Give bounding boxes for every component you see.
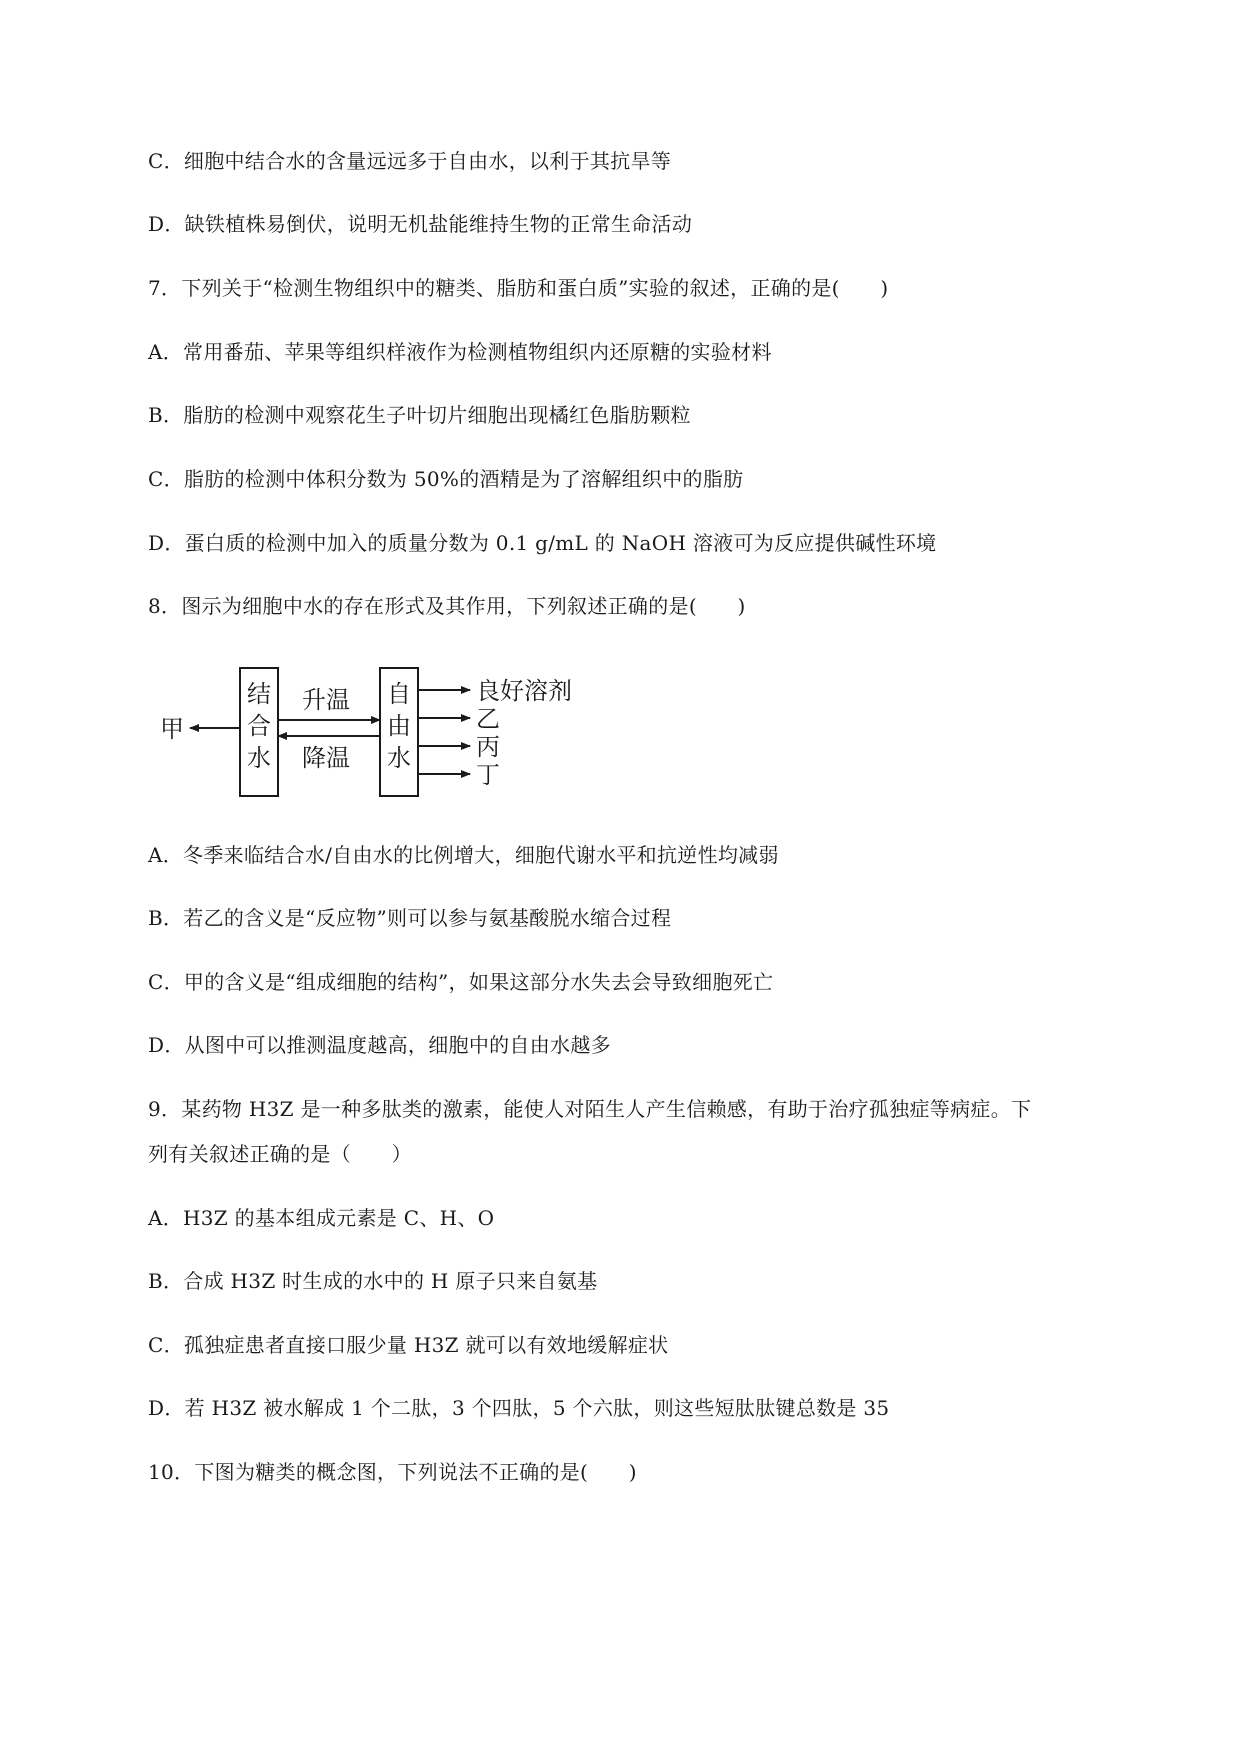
output-solvent: 良好溶剂 <box>476 677 572 705</box>
q9-option-c: C．孤独症患者直接口服少量 H3Z 就可以有效地缓解症状 <box>148 1333 669 1357</box>
output-ding: 丁 <box>476 761 500 789</box>
box1-char-1: 结 <box>247 680 271 708</box>
q7-option-d: D．蛋白质的检测中加入的质量分数为 0.1 g/mL 的 NaOH 溶液可为反应提供碱性环境 <box>148 531 937 555</box>
label-heat: 升温 <box>302 686 350 714</box>
q7-stem: 7．下列关于“检测生物组织中的糖类、脂肪和蛋白质”实验的叙述，正确的是( ) <box>148 276 889 300</box>
box2-char-3: 水 <box>387 744 411 772</box>
q7-option-c: C．脂肪的检测中体积分数为 50%的酒精是为了溶解组织中的脂肪 <box>148 467 744 491</box>
q7-option-b: B．脂肪的检测中观察花生子叶切片细胞出现橘红色脂肪颗粒 <box>148 403 691 427</box>
q9-option-b: B．合成 H3Z 时生成的水中的 H 原子只来自氨基 <box>148 1269 598 1293</box>
q6-option-d: D．缺铁植株易倒伏，说明无机盐能维持生物的正常生命活动 <box>148 212 693 236</box>
q9-option-a: A．H3Z 的基本组成元素是 C、H、O <box>148 1206 495 1230</box>
q7-option-a: A．常用番茄、苹果等组织样液作为检测植物组织内还原糖的实验材料 <box>148 340 772 364</box>
q8-option-b: B．若乙的含义是“反应物”则可以参与氨基酸脱水缩合过程 <box>148 906 672 930</box>
water-forms-diagram <box>150 660 610 810</box>
q8-option-d: D．从图中可以推测温度越高，细胞中的自由水越多 <box>148 1033 611 1057</box>
q10-stem: 10．下图为糖类的概念图，下列说法不正确的是( ) <box>148 1460 637 1484</box>
q9-option-d: D．若 H3Z 被水解成 1 个二肽，3 个四肽，5 个六肽，则这些短肽肽键总数是 35 <box>148 1396 890 1420</box>
q8-option-a: A．冬季来临结合水/自由水的比例增大，细胞代谢水平和抗逆性均减弱 <box>148 843 779 867</box>
output-yi: 乙 <box>476 705 500 733</box>
q6-option-c: C．细胞中结合水的含量远远多于自由水，以利于其抗旱等 <box>148 149 672 173</box>
label-cool: 降温 <box>302 744 350 772</box>
box1-char-2: 合 <box>247 712 271 740</box>
box2-char-1: 自 <box>387 680 411 708</box>
box2-char-2: 由 <box>387 712 411 740</box>
output-bing: 丙 <box>476 733 500 761</box>
q8-stem: 8．图示为细胞中水的存在形式及其作用，下列叙述正确的是( ) <box>148 594 746 618</box>
q9-stem-line1: 9．某药物 H3Z 是一种多肽类的激素，能使人对陌生人产生信赖感，有助于治疗孤独症等病症。下 <box>148 1097 1032 1121</box>
label-jia: 甲 <box>160 715 184 743</box>
box1-char-3: 水 <box>247 744 271 772</box>
q9-stem-line2: 列有关叙述正确的是（ ） <box>148 1142 412 1166</box>
q8-option-c: C．甲的含义是“组成细胞的结构”，如果这部分水失去会导致细胞死亡 <box>148 970 774 994</box>
